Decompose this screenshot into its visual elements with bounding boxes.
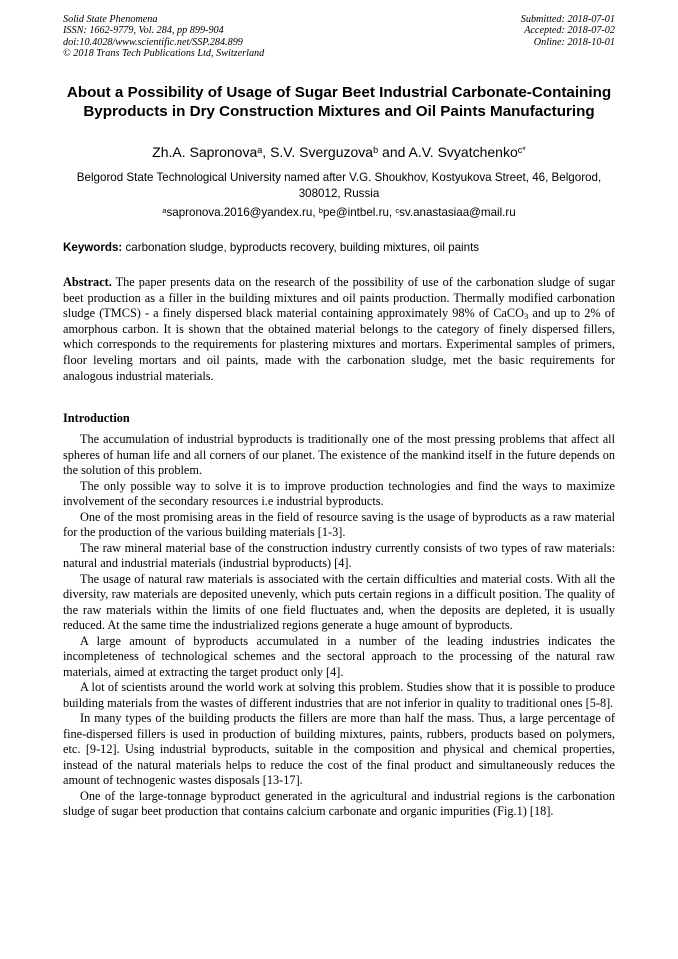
paragraph: A lot of scientists around the world work at solving this problem. Studies show that it is possible to produce building materials from the wastes of different industries that are not inferior in quality to traditional ones [5-8]. <box>63 680 615 710</box>
section-heading-introduction: Introduction <box>63 411 130 425</box>
keywords-label: Keywords: <box>63 241 123 254</box>
paragraph: The raw mineral material base of the construction industry currently consists of two types of raw materials: natural and industrial materials (industrial byproducts) [4]. <box>63 540 615 570</box>
abstract <box>63 275 615 384</box>
journal-issn: ISSN: 1662-9779, Vol. 284, pp 899-904 <box>63 25 224 37</box>
author-name: A.V. Svyatchenko <box>408 144 518 160</box>
email-mark: b <box>318 205 323 215</box>
keywords-text: carbonation sludge, byproducts recovery, building mixtures, oil paints <box>122 241 480 254</box>
author-separator: , <box>262 144 271 160</box>
email-link: sv.anastasiaa@mail.ru <box>399 206 516 219</box>
author-name: Zh.A. Sapronova <box>152 144 258 160</box>
paragraph: The only possible way to solve it is to improve production technologies and find the ways to maximize involvement of the secondary resources i.e industrial byproducts. <box>63 478 615 508</box>
author-name: S.V. Sverguzova <box>270 144 374 160</box>
paragraph: In many types of the building products the fillers are more than half the mass. Thus, a large percentage of fine-dispersed fillers is used in production of building mixtures, paints, rubbers, products based on polymers, etc. [9-12]. Using industrial byproducts, suitable in the composition and physical and chemical properties, instead of the natural materials helps to reduce the cost of the final product and simultaneously reduces the amount of technogenic wastes disposals [13-17]. <box>63 711 615 787</box>
author-affil-mark: a <box>257 144 263 155</box>
affiliation: Belgorod State Technological University named after V.G. Shoukhov, Kostyukova Street, 46, Belgorod, 308012, Russia <box>76 171 602 200</box>
paper-title: About a Possibility of Usage of Sugar Beet Industrial Carbonate-Containing Byproducts in Dry Construction Mixtures and Oil Paints Manufacturing <box>66 84 612 120</box>
submission-dates <box>521 14 615 48</box>
email-list <box>63 205 615 221</box>
author-separator: and <box>378 144 409 160</box>
email-separator: , <box>388 206 396 219</box>
journal-name: Solid State Phenomena <box>63 14 158 25</box>
author-affil-mark: b <box>373 144 379 155</box>
online-date: Online: 2018-10-01 <box>533 36 615 48</box>
email-link: sapronova.2016@yandex.ru <box>166 206 313 219</box>
author-affil-mark: c* <box>517 144 526 155</box>
journal-copyright: © 2018 Trans Tech Publications Ltd, Switzerland <box>63 48 265 60</box>
accepted-date: Accepted: 2018-07-02 <box>524 25 615 37</box>
paragraph: The usage of natural raw materials is associated with the certain difficulties and material costs. With all the diversity, raw materials are deposited unevenly, which puts certain regions in a difficult position. The quality of the raw materials within the limits of one field fluctuates and, when the deposits are depleted, it is usually reduced. At the same time the industrialized regions generate a huge amount of byproducts. <box>63 571 615 632</box>
email-separator: , <box>312 206 319 219</box>
abstract-text: and up to 2% of amorphous carbon. It is shown that the obtained material belongs to the category of finely dispersed fillers, which corresponds to the requirements for plastering mixtures and mortars. Experimental samples of primers, floor leveling mortars and oil paints, made with the carbonation sludge, met the basic requirements for analogous industrial materials. <box>63 306 616 383</box>
abstract-text: The paper presents data on the research of the possibility of use of the carbonation sludge of sugar beet production as a filler in the building mixtures and oil paints production. Thermally modified carbonation sludge (TMCS) - a finely dispersed black material containing approximately 98% of CaCO <box>63 275 615 321</box>
abstract-label: Abstract. <box>63 275 112 289</box>
email-mark: a <box>162 205 167 215</box>
paragraph: The accumulation of industrial byproducts is traditionally one of the most pressing problems that affect all spheres of human life and all corners of our planet. The existence of the mankind itself in the future depends on the solution of this problem. <box>63 432 615 477</box>
abstract-subscript: 3 <box>523 311 529 322</box>
paragraph: One of the large-tonnage byproduct generated in the agricultural and industrial regions is the carbonation sludge of sugar beet production that contains calcium carbonate and organic impurities (Fig.1) [18]. <box>63 788 615 818</box>
journal-info <box>63 14 264 60</box>
journal-doi: doi:10.4028/www.scientific.net/SSP.284.899 <box>63 36 243 48</box>
email-mark: c <box>395 205 400 215</box>
submitted-date: Submitted: 2018-07-01 <box>520 14 615 25</box>
paragraph: One of the most promising areas in the field of resource saving is the usage of byproducts as a raw material for the production of the various building materials [1-3]. <box>63 509 615 539</box>
email-link: pe@intbel.ru <box>322 206 389 219</box>
paragraph: A large amount of byproducts accumulated in a number of the leading industries indicates the incompleteness of technological schemes and the sectoral approach to the processing of the natural raw materials, aimed at extracting the target product only [4]. <box>63 633 615 679</box>
author-list <box>63 143 615 161</box>
introduction-body <box>63 432 615 820</box>
keywords <box>63 240 615 256</box>
